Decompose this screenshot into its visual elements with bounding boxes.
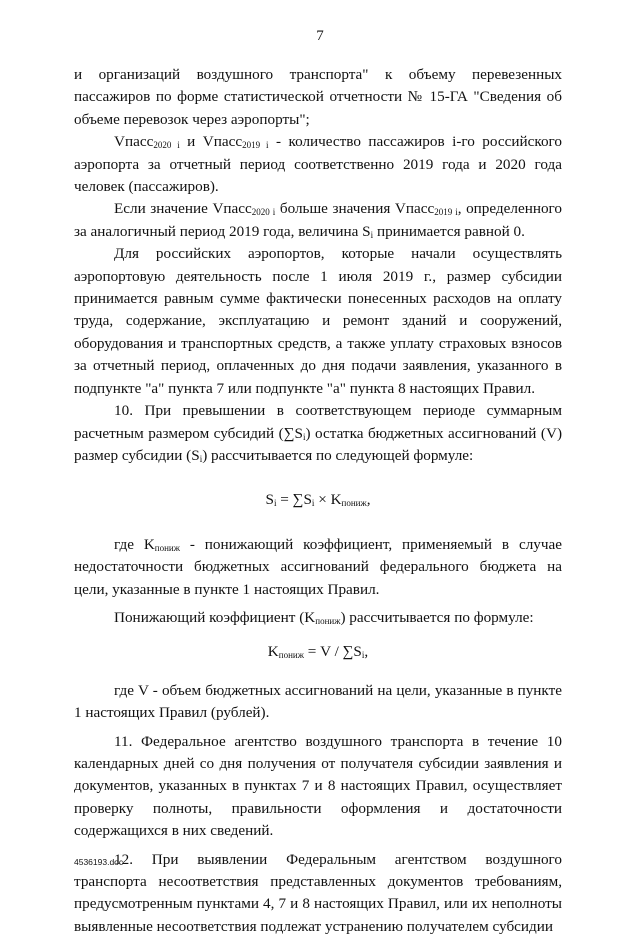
paragraph-clause-12: 12. При выявлении Федеральным агентством воздушного транспорта несоответствия представленных документов требованиям, предусмотренным пунктами 4, 7 и 8 настоящих Правил, или их неполноты выявленные несоответствия подлежат устранению получателем субсидии bbox=[74, 850, 562, 935]
formula-subsidy: $S_i = \sum S_i \times K_{пониж}$, bbox=[265, 491, 371, 509]
formula-coefficient: $K_{пониж} = V / \sum S_i$, bbox=[267, 643, 369, 661]
paragraph-coefficient-formula-intro: Понижающий коэффициент $(K_{пониж})$ рассчитывается по формуле: bbox=[114, 608, 534, 626]
page-number: 7 bbox=[316, 28, 324, 44]
paragraph-continuation: и организаций воздушного транспорта" к объему перевезенных пассажиров по форме статистической отчетности № 15-ГА "Сведения об объеме перевозок через аэропорты"; bbox=[74, 66, 562, 128]
paragraph-clause-10: 10. При превышении в соответствующем периоде суммарным расчетным размером субсидий $(\sum S_i)$ остатка бюджетных ассигнований (V) размер субсидии $(S_i)$ рассчитывается по следующей формуле: bbox=[74, 402, 562, 464]
document-body bbox=[74, 64, 562, 938]
paragraph-clause-11: 11. Федеральное агентство воздушного транспорта в течение 10 календарных дней со дня получения от получателя субсидии заявления и документов, указанных в пунктах 7 и 8 настоящих Правил, осуществляет проверку полноты, правильности оформления и достаточности содержащихся в них сведений. bbox=[74, 732, 562, 840]
footer-filename: 4536193.doc bbox=[74, 857, 124, 867]
paragraph-v-definition: где V - объем бюджетных ассигнований на цели, указанные в пункте 1 настоящих Правил (рублей). bbox=[74, 681, 562, 722]
paragraph-passenger-definition: Vпасс$_{2020 i}$ и Vпасс$_{2019 i}$ - количество пассажиров i-го российского аэропорта за отчетный период соответственно 2019 года и 2020 года человек (пассажиров). bbox=[74, 133, 562, 196]
paragraph-new-airports: Для российских аэропортов, которые начали осуществлять аэропортовую деятельность после 1 июля 2019 г., размер субсидии принимается равным сумме фактически понесенных расходов на оплату труда, содержание, эксплуатацию и ремонт зданий и сооружений, оборудования и транспортных средств, а также уплату страховых взносов за отчетный период, оплаченных до дня подачи заявления, указанного в подпункте "а" пункта 7 или подпункте "а" пункта 8 настоящих Правил. bbox=[74, 245, 562, 397]
paragraph-zero-condition: Если значение Vпасс$_{2020 i}$ больше значения Vпасс$_{2019 i}$, определенного за аналогичный период 2019 года, величина $S_i$ принимается равной 0. bbox=[74, 200, 562, 240]
paragraph-coefficient-definition: где $K_{пониж}$ - понижающий коэффициент, применяемый в случае недостаточности бюджетных ассигнований федерального бюджета на цели, указанные в пункте 1 настоящих Правил. bbox=[74, 535, 562, 598]
